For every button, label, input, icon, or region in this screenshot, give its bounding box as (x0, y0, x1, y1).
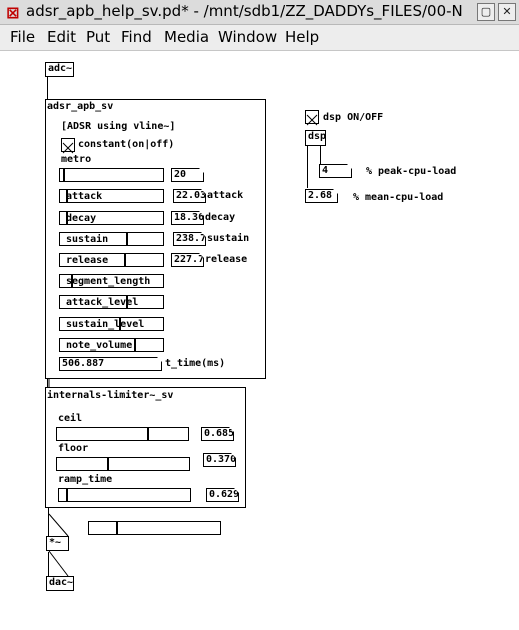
peak-cpu-label: % peak-cpu-load (366, 166, 457, 177)
close-icon[interactable]: ✕ (498, 3, 516, 21)
release-label: release (205, 254, 248, 265)
ceil-number[interactable]: 0.685 (201, 427, 234, 441)
t-time-label: t_time(ms) (165, 358, 226, 369)
inlet-tick (45, 387, 50, 388)
sustain-label: sustain (207, 233, 250, 244)
attack-label: attack (207, 190, 244, 201)
multiply-object[interactable]: *~ (46, 536, 69, 551)
ramp-time-number[interactable]: 0.629 (206, 488, 239, 502)
menu-window[interactable]: Window (218, 28, 278, 46)
sustain-level-label: sustain_level (66, 319, 145, 330)
release-slider-label: release (66, 255, 109, 266)
menu-media[interactable]: Media (164, 28, 210, 46)
menubar (0, 25, 519, 51)
segment-length-slider[interactable] (59, 274, 164, 288)
ramp-time-label: ramp_time (58, 474, 113, 485)
window-title: adsr_apb_help_sv.pd* - /mnt/sdb1/ZZ_DADDYs_FILES/00-N (26, 2, 463, 20)
menu-edit[interactable]: Edit (47, 28, 77, 46)
adc-object[interactable]: adc~ (45, 62, 74, 77)
t-time-number[interactable]: 506.887 (59, 357, 162, 371)
sustain-level-slider[interactable] (59, 317, 164, 331)
ceil-slider[interactable] (56, 427, 189, 441)
floor-label: floor (58, 443, 89, 454)
dsp-toggle[interactable] (305, 110, 319, 124)
note-volume-label: note_volume (66, 340, 133, 351)
segment-length-label: segment_length (66, 276, 151, 287)
attack-level-label: attack_level (66, 297, 139, 308)
mean-cpu-number[interactable]: 2.68 (305, 189, 338, 203)
sustain-slider[interactable] (59, 232, 164, 246)
metro-slider[interactable] (59, 168, 164, 182)
release-slider[interactable] (59, 253, 164, 267)
metro-number[interactable]: 20 (171, 168, 204, 182)
menu-file[interactable]: File (10, 28, 36, 46)
sustain-slider-label: sustain (66, 234, 109, 245)
decay-label: decay (205, 212, 236, 223)
output-slider[interactable] (88, 521, 221, 535)
decay-number[interactable]: 18.36 (171, 211, 204, 225)
toggle-x-icon (62, 142, 74, 154)
attack-slider[interactable] (59, 189, 164, 203)
floor-slider[interactable] (56, 457, 190, 471)
menu-find[interactable]: Find (121, 28, 152, 46)
menu-put[interactable]: Put (86, 28, 111, 46)
ramp-time-slider[interactable] (58, 488, 191, 502)
toggle-x-icon (306, 114, 318, 126)
attack-slider-label: attack (66, 191, 103, 202)
metro-label: metro (61, 154, 92, 165)
dac-object[interactable]: dac~ (46, 576, 74, 591)
constant-toggle[interactable] (61, 138, 75, 152)
floor-number[interactable]: 0.370 (203, 453, 236, 467)
minimize-icon[interactable]: ▢ (477, 3, 495, 21)
patch-canvas[interactable] (0, 52, 519, 630)
menu-help[interactable]: Help (285, 28, 320, 46)
release-number[interactable]: 227.7 (171, 253, 204, 267)
note-volume-slider[interactable] (59, 338, 164, 352)
attack-number[interactable]: 22.03 (173, 189, 206, 203)
dsp-onoff-label: dsp ON/OFF (323, 112, 384, 123)
sustain-number[interactable]: 238.7 (173, 232, 206, 246)
dsp-object[interactable]: dsp (305, 130, 326, 146)
adsr-name-label: adsr_apb_sv (47, 101, 114, 112)
decay-slider[interactable] (59, 211, 164, 225)
ceil-label: ceil (58, 413, 83, 424)
mean-cpu-label: % mean-cpu-load (353, 192, 444, 203)
constant-label: constant(on|off) (78, 139, 175, 150)
peak-cpu-number[interactable]: 4 (319, 164, 352, 178)
app-icon: ⊠ (6, 3, 20, 22)
adsr-comment: [ADSR using vline~] (61, 121, 176, 132)
inlet-tick (45, 99, 50, 100)
limiter-name-label: internals-limiter~_sv (47, 390, 174, 401)
window-titlebar[interactable] (0, 0, 519, 25)
attack-level-slider[interactable] (59, 295, 164, 309)
decay-slider-label: decay (66, 213, 97, 224)
